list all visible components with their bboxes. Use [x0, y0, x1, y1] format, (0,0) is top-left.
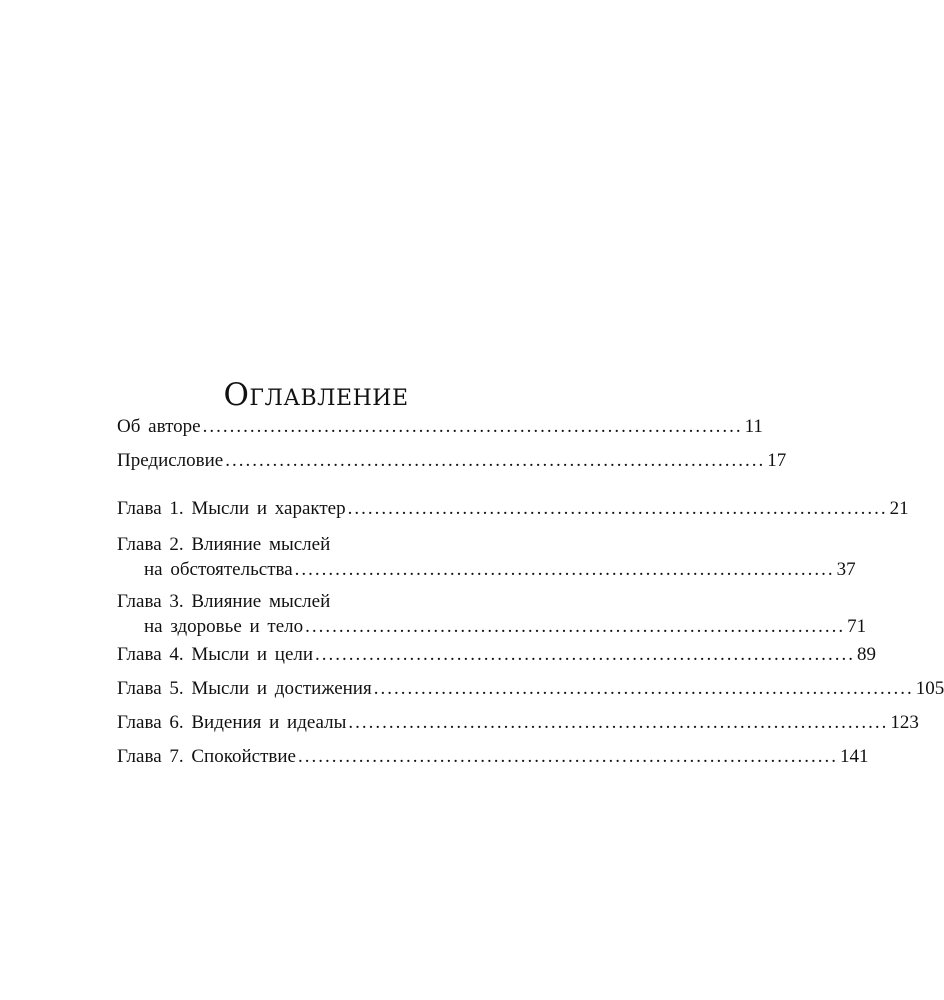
dot-leader: ................................................................................	[347, 498, 888, 519]
dot-leader: ................................................................................	[297, 746, 838, 767]
toc-entry-label: Глава 7. Спокойствие	[117, 746, 296, 767]
toc-entry-chapter-2	[117, 532, 856, 582]
toc-page-number: 37	[836, 559, 856, 580]
toc-page-number: 123	[890, 712, 919, 733]
dot-leader: ................................................................................	[373, 678, 914, 699]
dot-leader: ................................................................................	[202, 416, 743, 437]
toc-entry-chapter-1	[117, 496, 909, 521]
dot-leader: ................................................................................	[315, 644, 856, 665]
toc-entry-label: Глава 6. Видения и идеалы	[117, 712, 347, 733]
toc-page-number: 141	[839, 746, 869, 767]
toc-entry-label-continued: на здоровье и тело	[144, 616, 304, 637]
toc-page-number: 21	[889, 498, 909, 519]
toc-entry-label: Предисловие	[117, 450, 224, 471]
dot-leader: ................................................................................	[225, 450, 766, 471]
toc-entry-chapter-7	[117, 744, 869, 769]
toc-page-number: 89	[857, 644, 877, 665]
page-title: Оглавление	[223, 376, 409, 413]
toc-entry-chapter-6	[117, 710, 919, 735]
toc-entry-label: Глава 5. Мысли и достижения	[117, 678, 372, 699]
toc-entry-chapter-3	[117, 589, 867, 639]
dot-leader: ................................................................................	[305, 616, 846, 637]
toc-entry-preface	[117, 448, 787, 473]
toc-entry-label: Глава 2. Влияние мыслей	[117, 534, 331, 555]
toc-entry-chapter-4	[117, 642, 877, 667]
toc-page-number: 105	[915, 678, 944, 699]
dot-leader: ................................................................................	[348, 712, 889, 733]
toc-page-number: 71	[847, 616, 867, 637]
toc-entry-chapter-5	[117, 676, 944, 701]
toc-entry-label: Об авторе	[117, 416, 201, 437]
dot-leader: ................................................................................	[294, 559, 835, 580]
toc-entry-about-author	[117, 414, 763, 439]
toc-entry-label: Глава 1. Мысли и характер	[117, 498, 346, 519]
toc-entry-label: Глава 3. Влияние мыслей	[117, 591, 331, 612]
toc-entry-label: Глава 4. Мысли и цели	[117, 644, 314, 665]
toc-page-number: 17	[767, 450, 787, 471]
toc-page-number: 11	[744, 416, 763, 437]
toc-entry-label-continued: на обстоятельства	[144, 559, 293, 580]
